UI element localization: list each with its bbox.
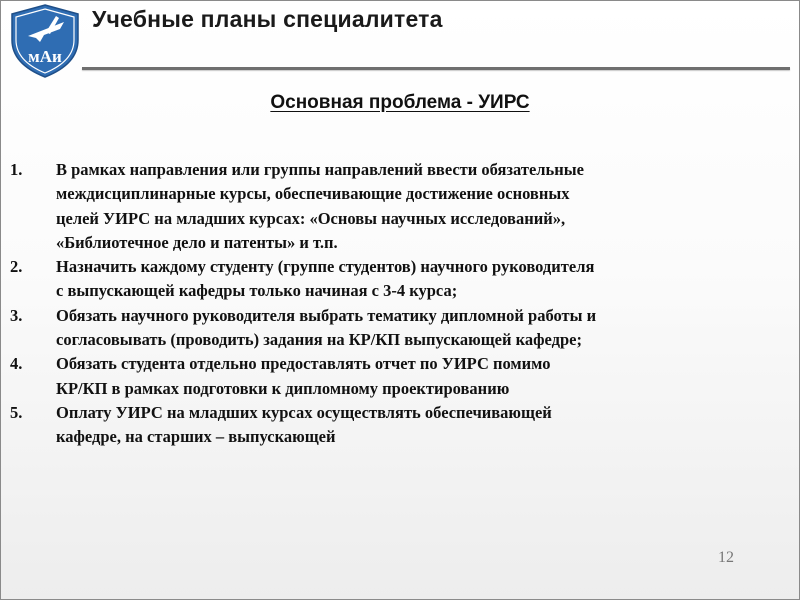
section-heading: Основная проблема - УИРС: [270, 92, 530, 113]
list-item: [10, 255, 790, 304]
title-divider: [82, 67, 790, 70]
list-item-line: кафедре, на старших – выпускающей: [56, 427, 336, 447]
list-item-line: междисциплинарные курсы, обеспечивающие достижение основных: [56, 184, 570, 204]
list-item-line: с выпускающей кафедры только начиная с 3-4 курса;: [56, 281, 458, 301]
list-item-line: В рамках направления или группы направлений ввести обязательные: [56, 160, 584, 179]
list-item-number: 3.: [10, 305, 23, 325]
list-item-line: Обязать научного руководителя выбрать тематику дипломной работы и: [56, 305, 597, 325]
list-item: [10, 352, 790, 401]
list-item: [10, 401, 790, 450]
list-item-number: 2.: [10, 257, 23, 277]
logo-text: мАи: [28, 47, 62, 66]
slide-title: Учебные планы специалитета: [92, 6, 443, 32]
list-item: [10, 304, 790, 353]
list-item-number: 4.: [10, 354, 23, 374]
list-item-line: Назначить каждому студенту (группе студентов) научного руководителя: [56, 257, 595, 277]
numbered-list: [10, 158, 790, 450]
list-item-number: 5.: [10, 402, 23, 422]
mai-shield-logo-icon: [6, 2, 84, 80]
list-item-line: КР/КП в рамках подготовки к дипломному проектированию: [56, 378, 510, 398]
list-item-line: «Библиотечное дело и патенты» и т.п.: [56, 232, 338, 252]
list-item-line: Оплату УИРС на младших курсах осуществлять обеспечивающей: [56, 402, 552, 422]
list-item-line: согласовывать (проводить) задания на КР/КП выпускающей кафедре;: [56, 330, 582, 350]
list-item-line: Обязать студента отдельно предоставлять отчет по УИРС помимо: [56, 354, 551, 374]
list-item-line: целей УИРС на младших курсах: «Основы научных исследований»,: [56, 208, 566, 228]
list-item: [10, 158, 790, 255]
page-number: 12: [718, 549, 734, 566]
list-item-number: 1.: [10, 160, 23, 179]
